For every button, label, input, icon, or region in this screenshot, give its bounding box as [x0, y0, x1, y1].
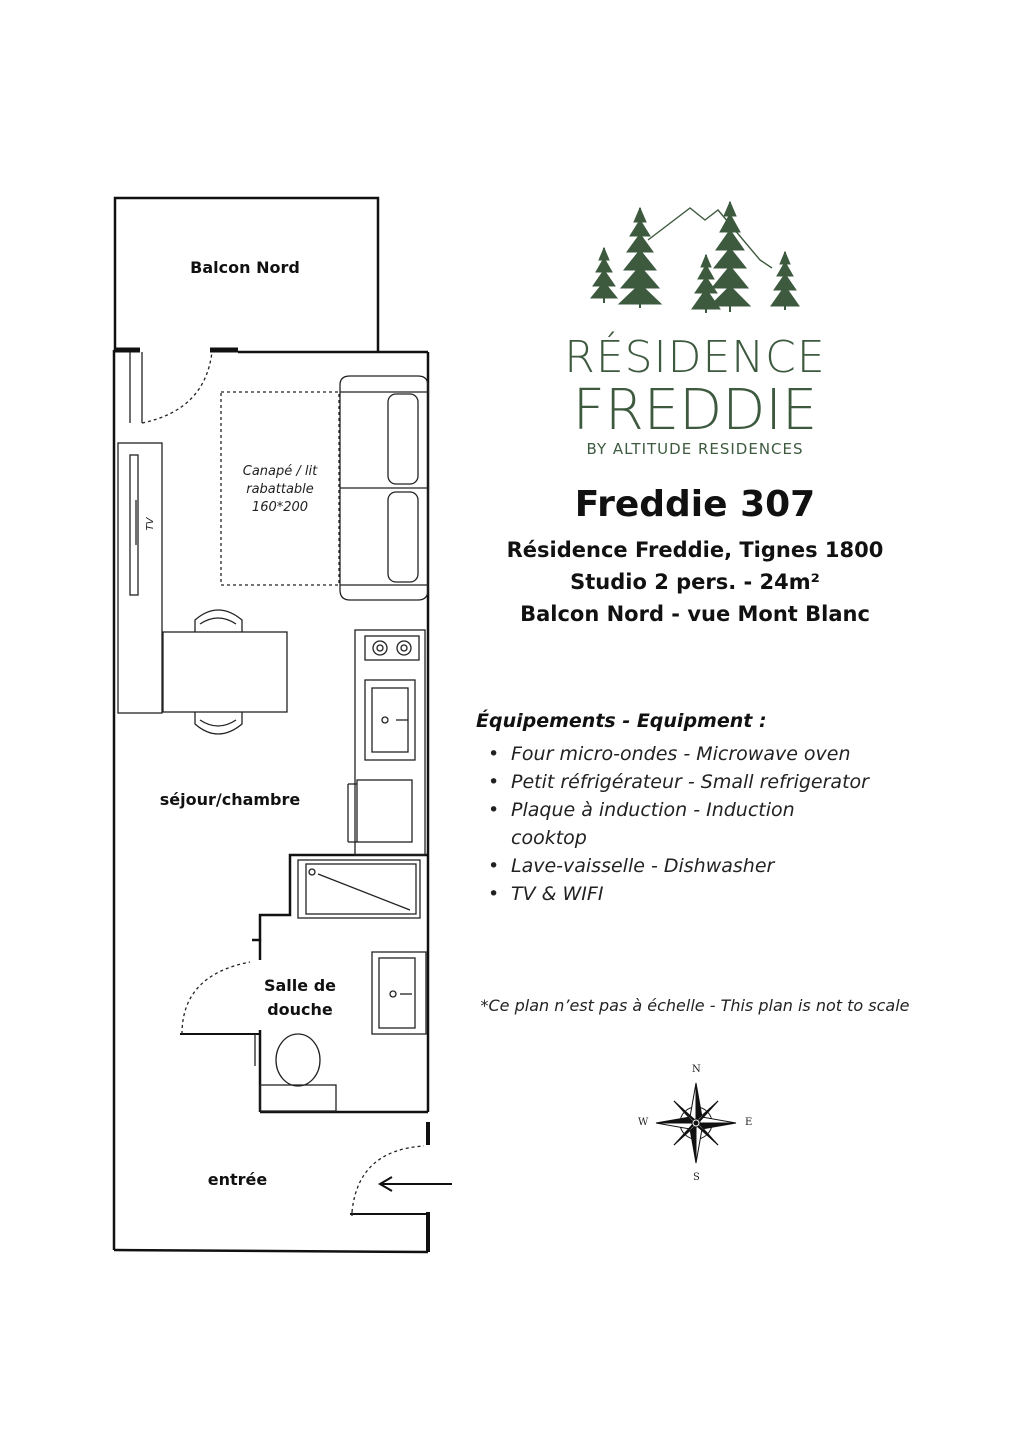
- toilet-bowl: [276, 1034, 320, 1086]
- entrance-arrow: [380, 1177, 452, 1191]
- balcony-label: Balcon Nord: [190, 258, 300, 277]
- subtitle-view: Balcon Nord - vue Mont Blanc: [520, 602, 870, 626]
- compass-east: E: [745, 1117, 753, 1128]
- tv-label: TV: [145, 517, 156, 531]
- scale-note: *Ce plan n’est pas à échelle - This plan is not to scale: [480, 996, 910, 1015]
- living-room-label: séjour/chambre: [159, 790, 301, 809]
- fridge: [357, 780, 412, 842]
- brand-name-line2: FREDDIE: [572, 378, 818, 443]
- list-item: • Petit réfrigérateur - Small refrigerator: [486, 768, 926, 796]
- entrance-label: entrée: [207, 1170, 268, 1189]
- brand-name-line1: RÉSIDENCE: [564, 332, 826, 383]
- subtitle-studio: Studio 2 pers. - 24m²: [570, 570, 820, 594]
- shower: [298, 860, 420, 918]
- compass-north: N: [692, 1064, 701, 1075]
- toilet-tank: [260, 1085, 336, 1111]
- equipment-title: Équipements - Equipment :: [476, 710, 767, 732]
- sofa-label-line1: Canapé / lit: [242, 464, 318, 479]
- sofa-label-line3: 160*200: [251, 500, 309, 515]
- equipment-list: [486, 740, 926, 908]
- brand-tagline: BY ALTITUDE RESIDENCES: [586, 440, 804, 458]
- bathroom-label-line2: douche: [267, 1000, 333, 1019]
- list-item: • TV & WIFI: [486, 880, 926, 908]
- page-title: Freddie 307: [574, 484, 816, 525]
- trees-logo: [591, 202, 799, 313]
- compass-west: W: [638, 1117, 649, 1128]
- list-item: • Lave-vaisselle - Dishwasher: [486, 852, 926, 880]
- sofa-label-line2: rabattable: [246, 482, 314, 497]
- bottom-wall: [114, 1250, 428, 1252]
- compass-south: S: [693, 1172, 700, 1183]
- dining-table: [163, 632, 287, 712]
- bathroom-sink: [372, 952, 426, 1034]
- list-item: • Four micro-ondes - Microwave oven: [486, 740, 926, 768]
- subtitle-address: Résidence Freddie, Tignes 1800: [506, 538, 884, 562]
- list-item: • Plaque à induction - Induction cooktop: [486, 796, 851, 852]
- compass-rose: [656, 1083, 736, 1163]
- tv-unit: [118, 443, 162, 713]
- bathroom-label-line1: Salle de: [263, 976, 336, 995]
- bathroom-wall: [252, 855, 428, 940]
